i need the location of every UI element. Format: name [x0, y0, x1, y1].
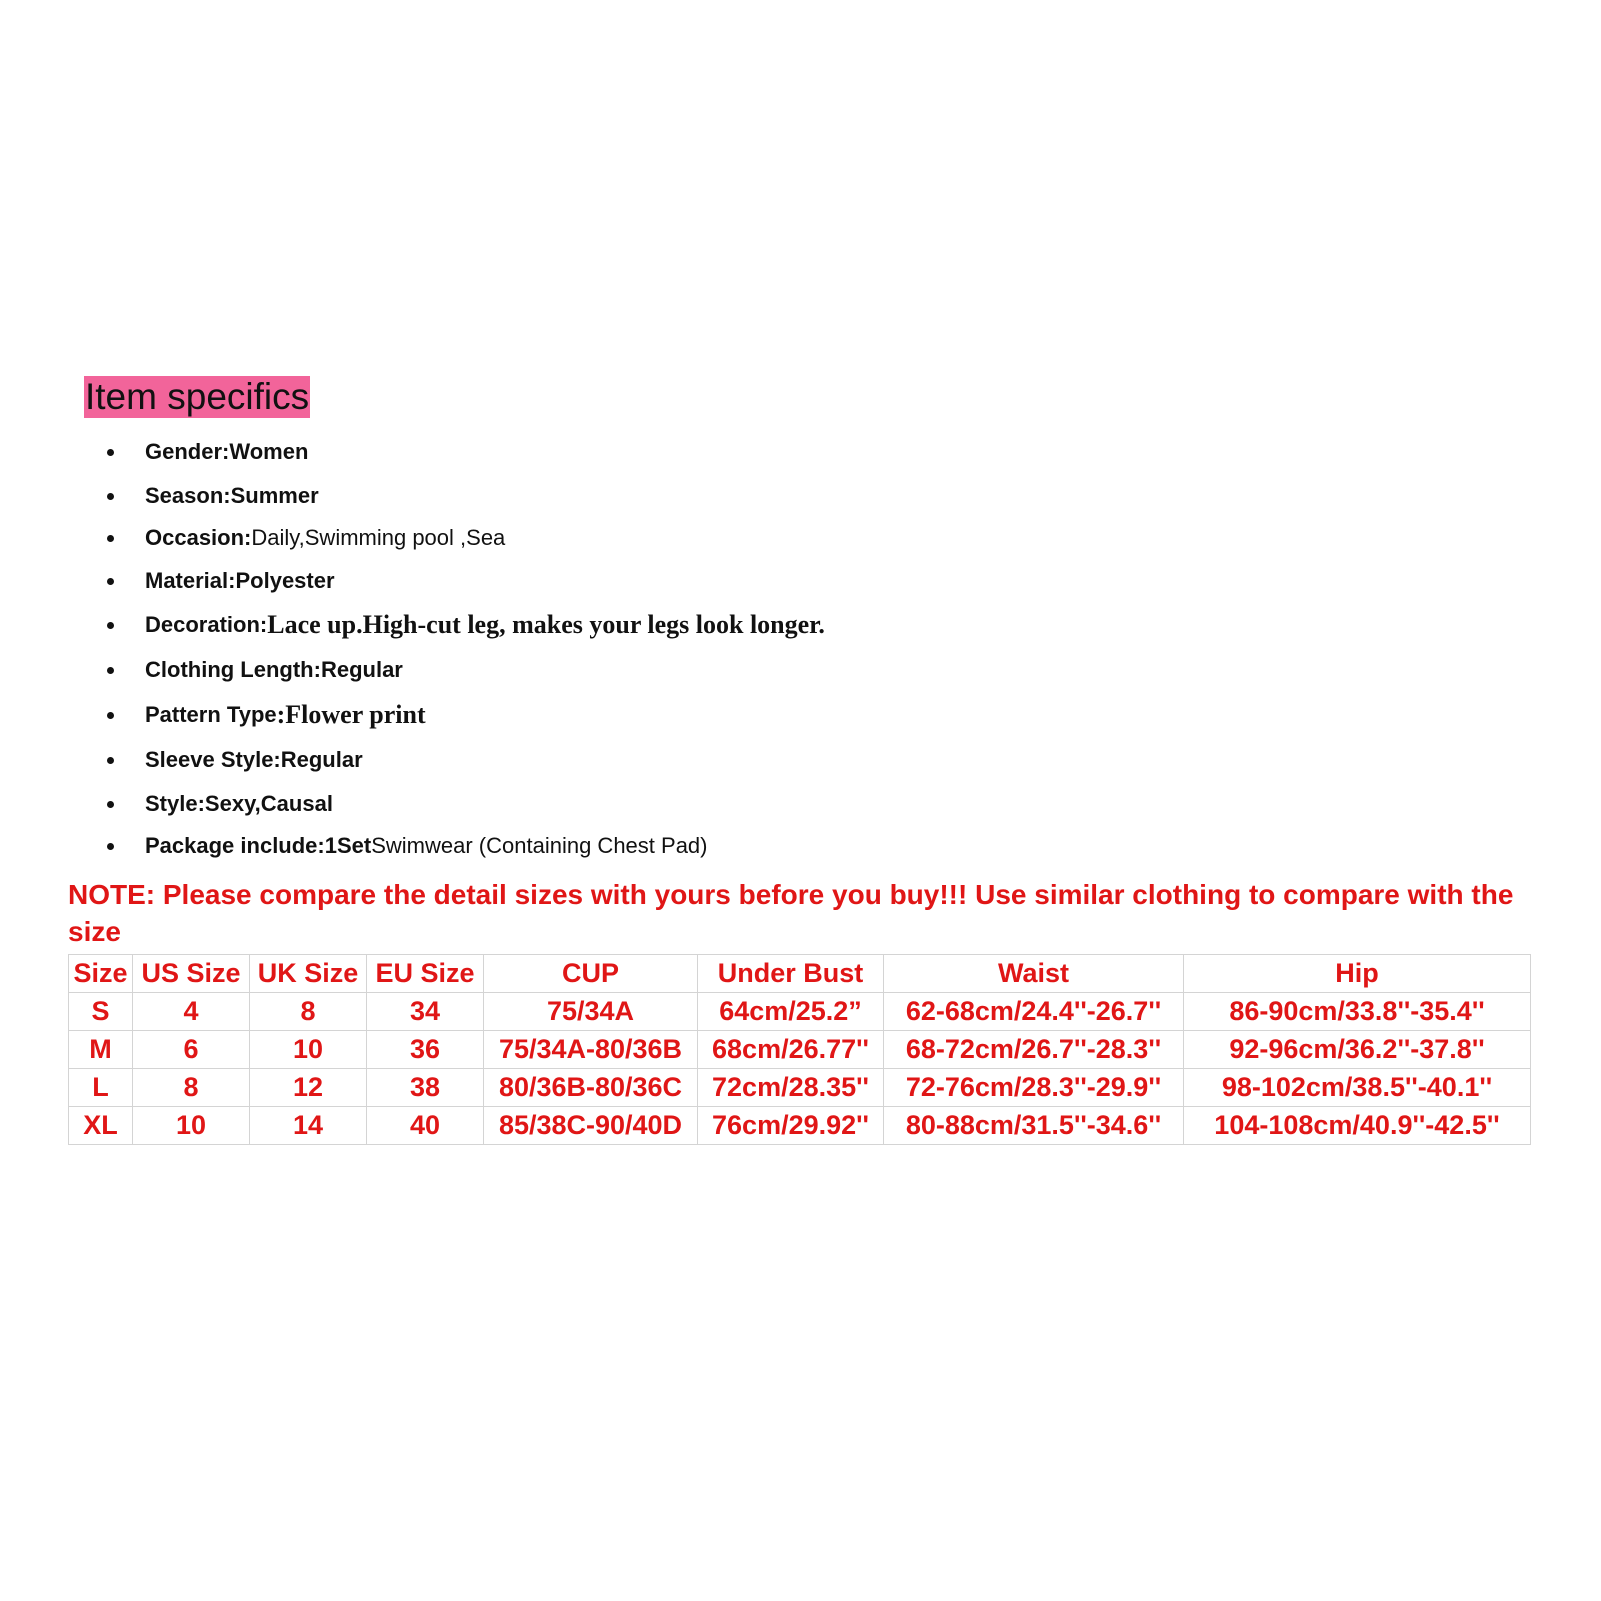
header-us-size: US Size	[133, 955, 250, 993]
spec-label: Decoration:	[145, 612, 268, 637]
cell-uk-size: 8	[250, 993, 367, 1031]
cell-cup: 80/36B-80/36C	[484, 1069, 698, 1107]
spec-value-bold: 1Set	[324, 833, 372, 858]
header-under-bust: Under Bust	[698, 955, 884, 993]
header-cup: CUP	[484, 955, 698, 993]
spec-value: Regular	[280, 746, 363, 772]
cell-size: XL	[69, 1107, 133, 1145]
table-header-row	[69, 955, 1531, 993]
cell-eu-size: 40	[367, 1107, 484, 1145]
spec-style	[103, 782, 825, 825]
spec-package-include	[103, 825, 825, 867]
spec-label: Gender:	[145, 439, 230, 464]
cell-cup: 85/38C-90/40D	[484, 1107, 698, 1145]
spec-label: Pattern Type	[145, 702, 277, 727]
spec-label: Season:	[145, 482, 231, 508]
spec-label: Style:	[145, 790, 205, 816]
cell-eu-size: 34	[367, 993, 484, 1031]
spec-clothing-length	[103, 647, 825, 693]
spec-value: Sexy,Causal	[204, 790, 333, 816]
cell-hip: 104-108cm/40.9''-42.5''	[1184, 1107, 1531, 1145]
spec-label: Package include:	[145, 833, 325, 858]
size-chart-table	[68, 954, 1531, 1145]
cell-cup: 75/34A	[484, 993, 698, 1031]
cell-under-bust: 68cm/26.77''	[698, 1031, 884, 1069]
spec-value: Polyester	[235, 568, 335, 593]
cell-hip: 92-96cm/36.2''-37.8''	[1184, 1031, 1531, 1069]
cell-size: M	[69, 1031, 133, 1069]
spec-value: Regular	[320, 657, 403, 682]
table-row	[69, 1107, 1531, 1145]
header-waist: Waist	[884, 955, 1184, 993]
cell-size: S	[69, 993, 133, 1031]
cell-cup: 75/34A-80/36B	[484, 1031, 698, 1069]
cell-eu-size: 38	[367, 1069, 484, 1107]
spec-gender	[103, 430, 825, 474]
cell-us-size: 6	[133, 1031, 250, 1069]
cell-us-size: 10	[133, 1107, 250, 1145]
cell-size: L	[69, 1069, 133, 1107]
cell-waist: 72-76cm/28.3''-29.9''	[884, 1069, 1184, 1107]
cell-uk-size: 10	[250, 1031, 367, 1069]
spec-label: Occasion:	[145, 525, 252, 550]
spec-label: Clothing Length:	[145, 657, 321, 682]
header-size: Size	[69, 955, 133, 993]
cell-under-bust: 76cm/29.92''	[698, 1107, 884, 1145]
cell-us-size: 8	[133, 1069, 250, 1107]
spec-label: Material:	[145, 568, 236, 593]
spec-decoration	[103, 603, 825, 647]
cell-us-size: 4	[133, 993, 250, 1031]
header-uk-size: UK Size	[250, 955, 367, 993]
item-specifics-heading: Item specifics	[85, 376, 310, 417]
spec-season	[103, 474, 825, 517]
spec-label: Sleeve Style:	[145, 746, 281, 772]
spec-pattern-type	[103, 693, 825, 737]
cell-uk-size: 14	[250, 1107, 367, 1145]
cell-eu-size: 36	[367, 1031, 484, 1069]
spec-value: Daily,Swimming pool ,Sea	[251, 525, 506, 550]
table-row	[69, 1031, 1531, 1069]
cell-under-bust: 64cm/25.2”	[698, 993, 884, 1031]
table-row	[69, 993, 1531, 1031]
spec-material	[103, 559, 825, 603]
cell-hip: 98-102cm/38.5''-40.1''	[1184, 1069, 1531, 1107]
spec-value: Lace up.High-cut leg, makes your legs look longer.	[267, 610, 825, 639]
header-eu-size: EU Size	[367, 955, 484, 993]
cell-waist: 62-68cm/24.4''-26.7''	[884, 993, 1184, 1031]
header-hip: Hip	[1184, 955, 1531, 993]
spec-value: Swimwear (Containing Chest Pad)	[371, 833, 708, 858]
size-note: NOTE: Please compare the detail sizes with yours before you buy!!! Use similar clothing to compare with the size	[68, 879, 1514, 947]
spec-value: Women	[229, 439, 309, 464]
cell-waist: 80-88cm/31.5''-34.6''	[884, 1107, 1184, 1145]
cell-under-bust: 72cm/28.35''	[698, 1069, 884, 1107]
cell-waist: 68-72cm/26.7''-28.3''	[884, 1031, 1184, 1069]
cell-uk-size: 12	[250, 1069, 367, 1107]
cell-hip: 86-90cm/33.8''-35.4''	[1184, 993, 1531, 1031]
spec-occasion	[103, 517, 825, 559]
spec-value: :Flower print	[276, 700, 426, 729]
spec-value: Summer	[230, 482, 319, 508]
item-specifics-list	[103, 430, 825, 867]
table-row	[69, 1069, 1531, 1107]
spec-sleeve-style	[103, 737, 825, 782]
